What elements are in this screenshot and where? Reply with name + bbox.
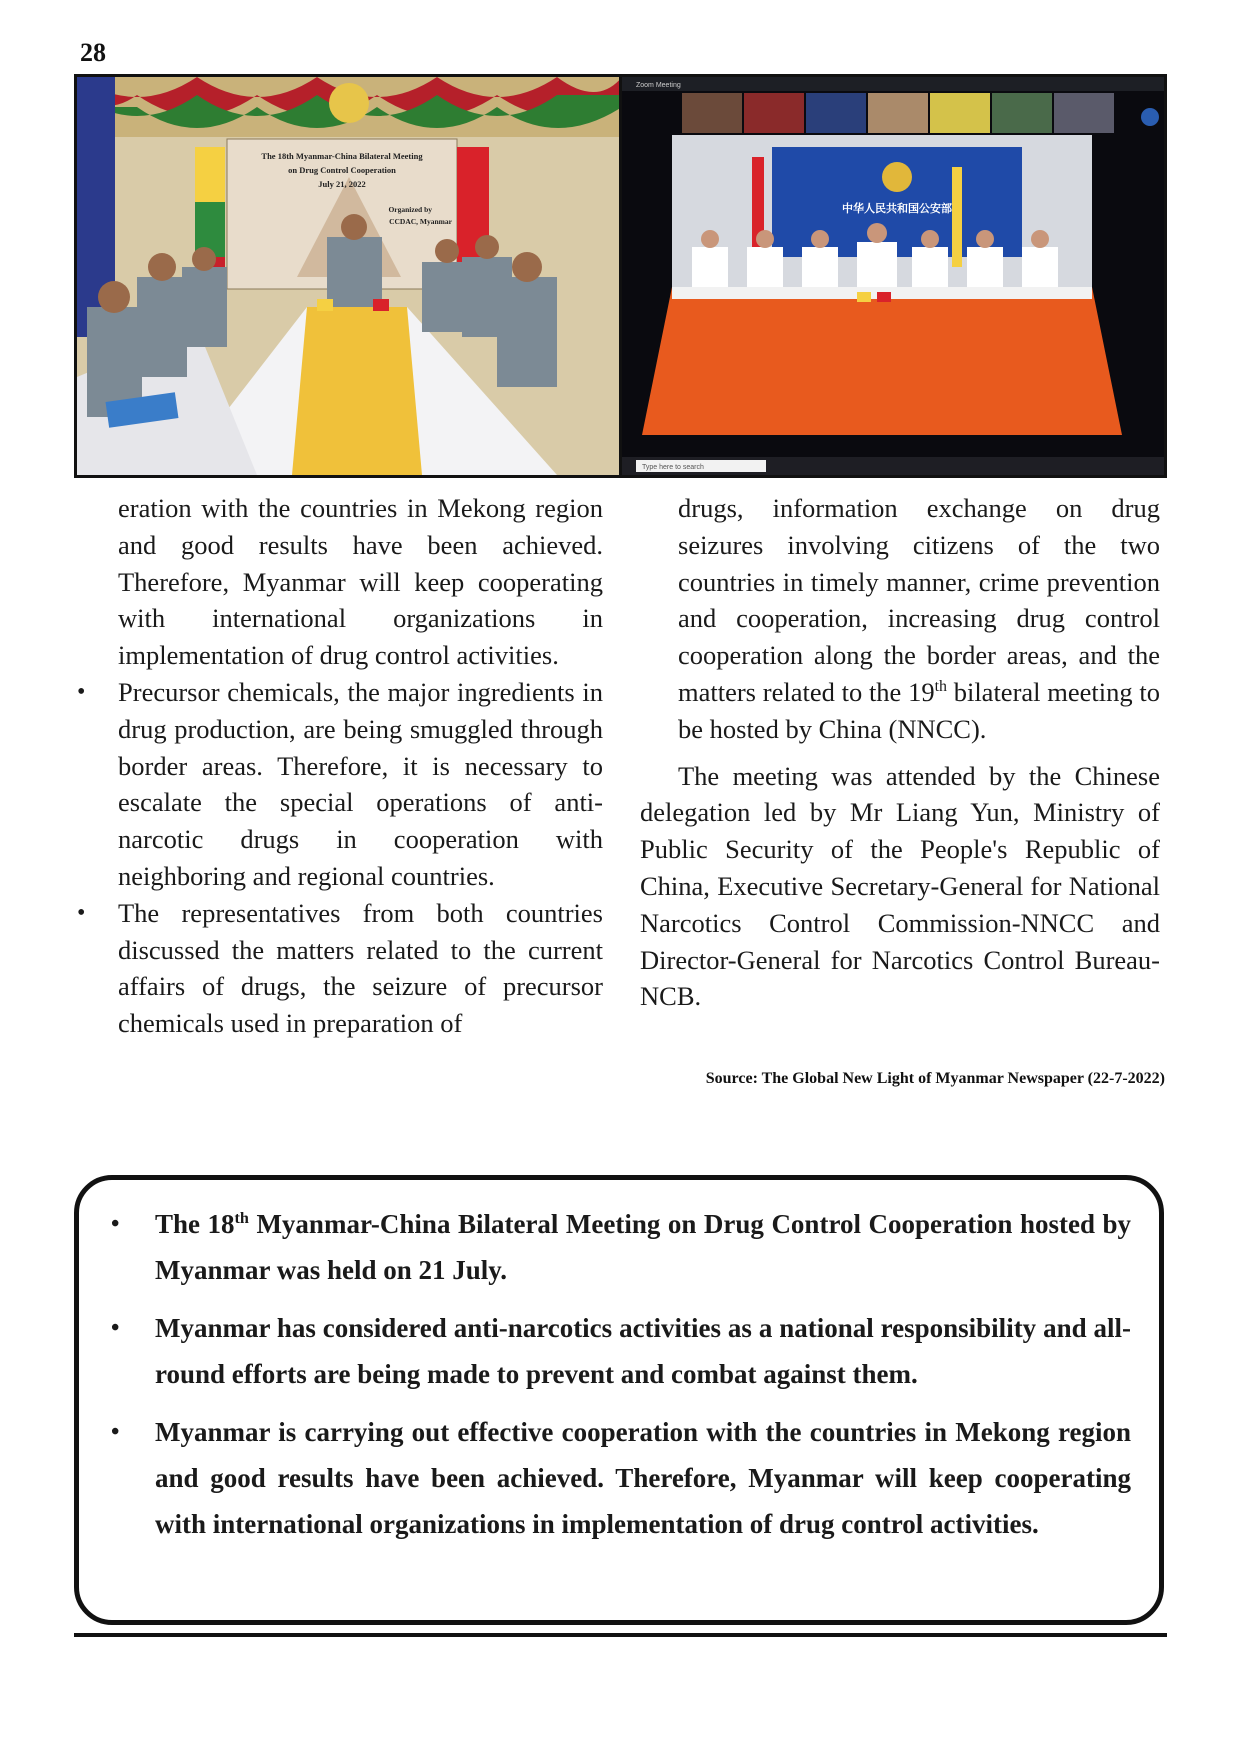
summary-item1-text-a: The 18 [155, 1209, 235, 1239]
summary-item-national-responsibility: • Myanmar has considered anti-narcotics activities as a national responsibility and all-round efforts are being made to prevent and combat against them. [101, 1306, 1131, 1397]
summary-list [101, 1202, 1131, 1547]
taskbar-search-placeholder: Type here to search [642, 464, 704, 471]
meeting-room-illustration [77, 77, 622, 475]
bullet-representatives-discussed: • The representatives from both countries discussed the matters related to the current affairs of drugs, the seizure of precursor chemicals used in preparation of [75, 895, 603, 1042]
banner-line-1: The 18th Myanmar-China Bilateral Meeting [261, 151, 423, 161]
banner-org-1: Organized by [388, 205, 432, 214]
zoom-window-title: Zoom Meeting [636, 82, 681, 89]
bottom-rule [74, 1633, 1167, 1637]
left-text-column [75, 490, 603, 1042]
summary-item1-text-b: Myanmar-China Bilateral Meeting on Drug Control Cooperation hosted by Myanmar was held on 21 July. [155, 1209, 1131, 1285]
summary-item-mekong-cooperation: • Myanmar is carrying out effective cooperation with the countries in Mekong region and good results have been achieved. Therefore, Myanmar will keep cooperating with international organizations in implementation of drug control activities. [101, 1410, 1131, 1547]
source-citation: Source: The Global New Light of Myanmar Newspaper (22-7-2022) [705, 1070, 1165, 1087]
page-number: 28 [80, 38, 106, 67]
photo-strip [74, 74, 1167, 478]
right-text-column [640, 490, 1160, 1015]
left-continuation-paragraph: eration with the countries in Mekong region and good results have been achieved. Therefore, Myanmar will keep cooperating with international organizations in implementation of drug control activities. [118, 493, 603, 671]
ministry-banner-text: 中华人民共和国公安部 [842, 202, 952, 215]
right-continuation-text-a: drugs, information exchange on drug seizures involving citizens of the two countries in timely manner, crime prevention and cooperation, increasing drug control cooperation along the border areas, and the matters related to the 19 [678, 493, 1160, 707]
delegation-paragraph: The meeting was attended by the Chinese delegation led by Mr Liang Yun, Ministry of Public Security of the People's Republic of China, Executive Secretary-General for National Narcotics Control Commission-NNCC and Director-General for Narcotics Control Bureau-NCB. [640, 760, 1160, 1012]
participant-thumbnails [682, 93, 1114, 133]
banner-org-2: CCDAC, Myanmar [389, 217, 452, 226]
ordinal-suffix: th [934, 678, 947, 696]
banner-line-3: July 21, 2022 [318, 179, 366, 189]
next-page-icon[interactable] [1141, 108, 1159, 126]
summary-ordinal-suffix: th [234, 1209, 249, 1227]
banner-line-2: on Drug Control Cooperation [288, 165, 396, 175]
summary-box [74, 1175, 1164, 1625]
video-conference-illustration [622, 77, 1164, 475]
bullet-precursor-chemicals: • Precursor chemicals, the major ingredients in drug production, are being smuggled through border areas. Therefore, it is necessary to escalate the special operations of anti-narcotic drugs in cooperation with neighboring and regional countries. [75, 674, 603, 895]
right-continuation-text-b: bilateral meeting to be hosted by China (NNCC). [678, 676, 1160, 744]
meeting-room-photo [77, 77, 622, 475]
summary-item-meeting-held [101, 1202, 1131, 1293]
video-conference-photo [622, 77, 1164, 475]
right-continuation-paragraph [640, 490, 1160, 748]
